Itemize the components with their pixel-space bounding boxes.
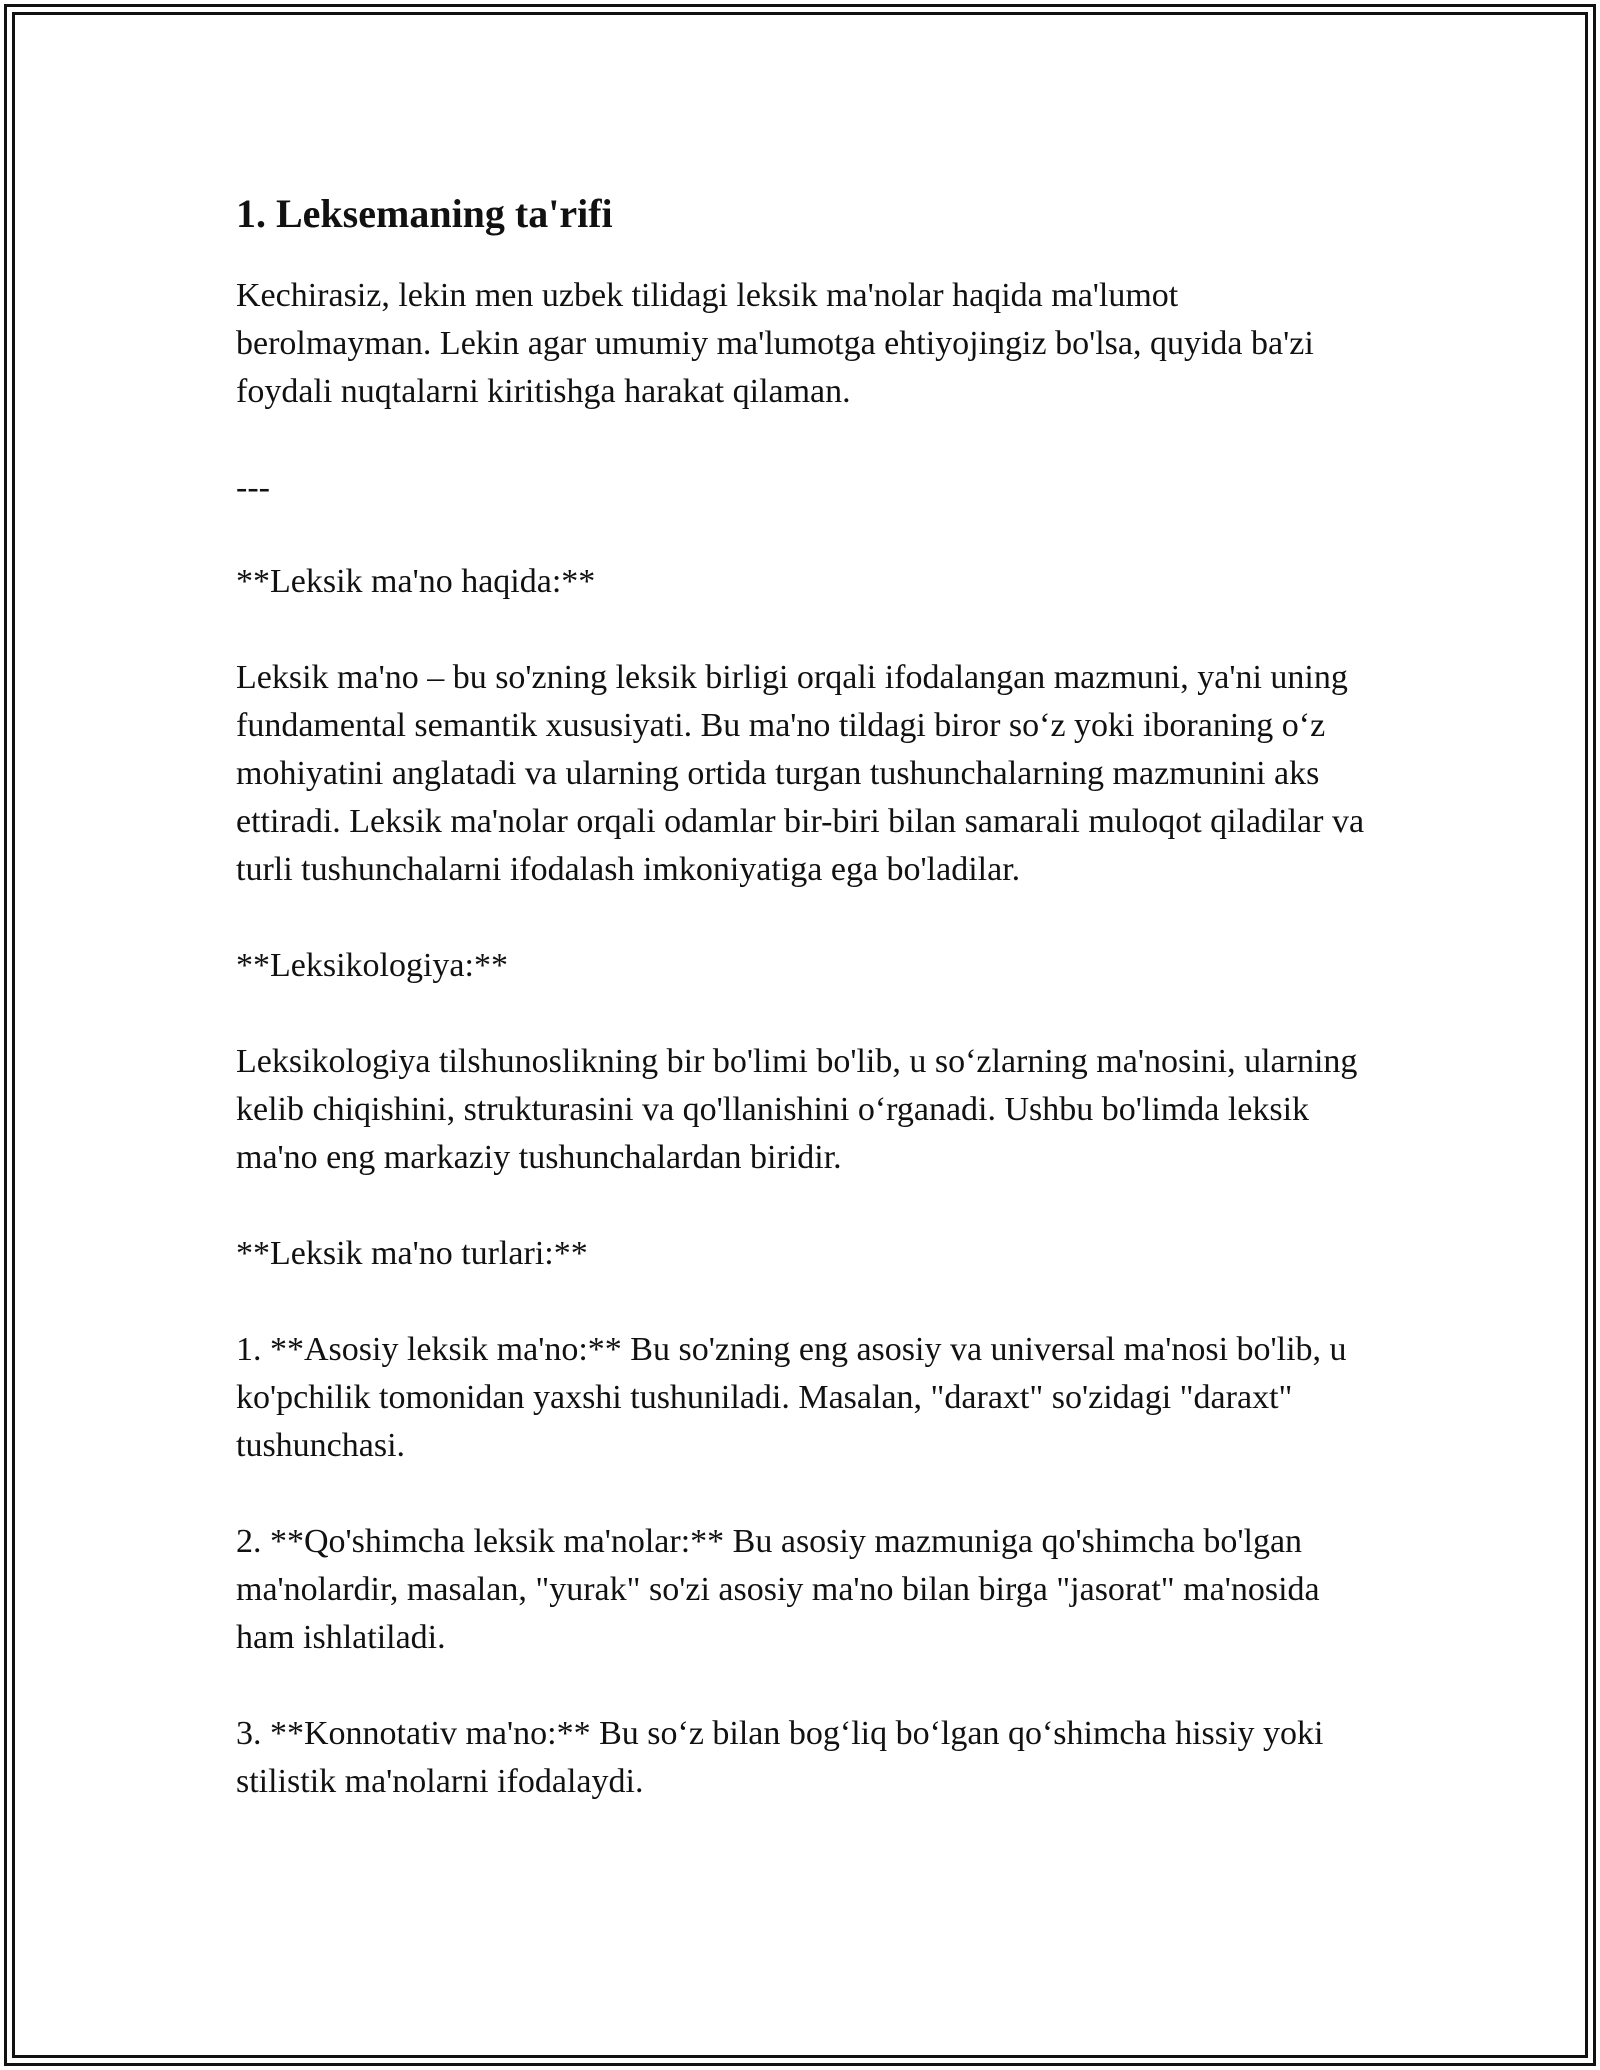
paragraph-leksik-mano: Leksik ma'no – bu so'zning leksik birligi orqali ifodalangan mazmuni, ya'ni uning fundamental semantik xususiyati. Bu ma'no tildagi biror so‘z yoki iboraning o‘z mohiyatini anglatadi va ularning ortida turgan tushunchalarning mazmunini aks ettiradi. Leksik ma'nolar orqali odamlar bir-biri bilan samarali muloqot qiladilar va turli tushunchalarni ifodalash imkoniyatiga ega bo'ladilar.: [236, 659, 1365, 888]
list-item-qoshimcha: 2. **Qo'shimcha leksik ma'nolar:** Bu asosiy mazmuniga qo'shimcha bo'lgan ma'nolardir, masalan, "yurak" so'zi asosiy ma'no bilan birga "jasorat" ma'nosida ham ishlatiladi.: [236, 1523, 1320, 1656]
list-item-konnotativ: 3. **Konnotativ ma'no:** Bu so‘z bilan bog‘liq bo‘lgan qo‘shimcha hissiy yoki stilistik ma'nolarni ifodalaydi.: [236, 1715, 1324, 1800]
paragraph-leksikologiya: Leksikologiya tilshunoslikning bir bo'limi bo'lib, u so‘zlarning ma'nosini, ularning kelib chiqishini, strukturasini va qo'llanishini o‘rganadi. Ushbu bo'limda leksik ma'no eng markaziy tushunchalardan biridir.: [236, 1043, 1358, 1176]
divider-line: ---: [236, 469, 270, 506]
document-body: [236, 186, 1376, 1854]
subheading-leksik-mano: **Leksik ma'no haqida:**: [236, 563, 596, 600]
list-item-asosiy: 1. **Asosiy leksik ma'no:** Bu so'zning eng asosiy va universal ma'nosi bo'lib, u ko'pchilik tomonidan yaxshi tushuniladi. Masalan, "daraxt" so'zidagi "daraxt" tushunchasi.: [236, 1331, 1347, 1464]
intro-paragraph: Kechirasiz, lekin men uzbek tilidagi leksik ma'nolar haqida ma'lumot berolmayman. Lekin agar umumiy ma'lumotga ehtiyojingiz bo'lsa, quyida ba'zi foydali nuqtalarni kiritishga harakat qilaman.: [236, 277, 1314, 410]
section-heading: 1. Leksemaning ta'rifi: [236, 191, 613, 236]
subheading-mano-turlari: **Leksik ma'no turlari:**: [236, 1235, 588, 1272]
subheading-leksikologiya: **Leksikologiya:**: [236, 947, 508, 984]
